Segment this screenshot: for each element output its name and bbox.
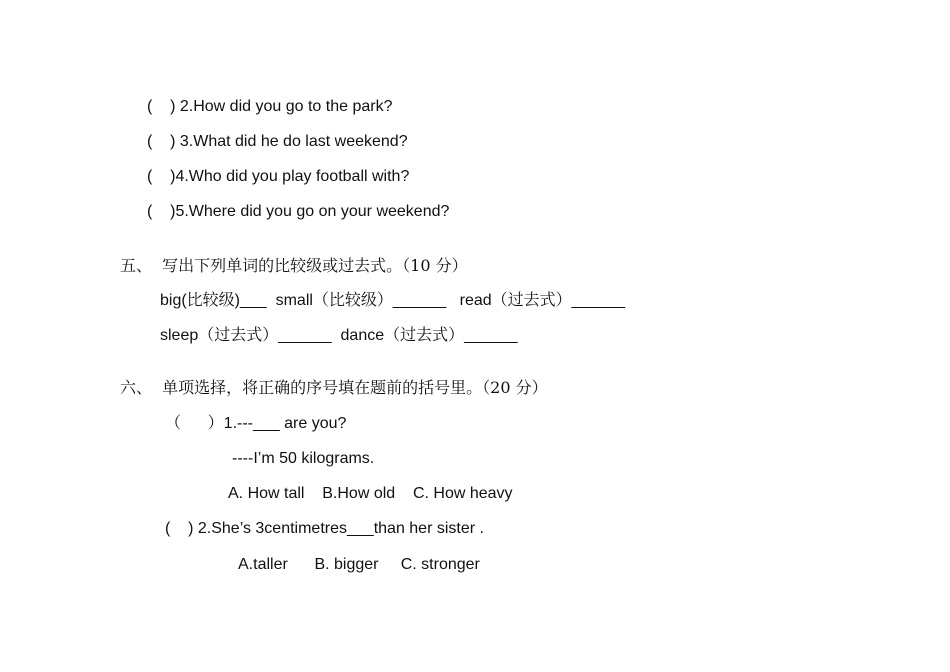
choice-q1-options: A. How tall B.How old C. How heavy xyxy=(228,485,513,502)
choice-q2-options: A.taller B. bigger C. stronger xyxy=(238,556,480,573)
section-five-heading: 五、 写出下列单词的比较级或过去式。（10 分） xyxy=(120,256,468,275)
section-five-row-1: big(比较级)___ small（比较级）______ read（过去式）______ xyxy=(160,292,626,309)
matching-q3: ( ) 3.What did he do last weekend? xyxy=(147,133,408,150)
choice-q2-stem: ( ) 2.She’s 3centimetres___than her sister . xyxy=(165,520,484,537)
matching-q2: ( ) 2.How did you go to the park? xyxy=(147,98,393,115)
matching-q5: ( )5.Where did you go on your weekend? xyxy=(147,203,450,220)
choice-q1-reply: ----I’m 50 kilograms. xyxy=(232,450,375,467)
matching-q4: ( )4.Who did you play football with? xyxy=(147,168,410,185)
section-five-row-2: sleep（过去式）______ dance（过去式）______ xyxy=(160,327,518,344)
section-six-heading: 六、 单项选择，将正确的序号填在题前的括号里。（20 分） xyxy=(120,378,548,397)
choice-q1-stem: （ ）1.---___ are you? xyxy=(165,415,347,432)
